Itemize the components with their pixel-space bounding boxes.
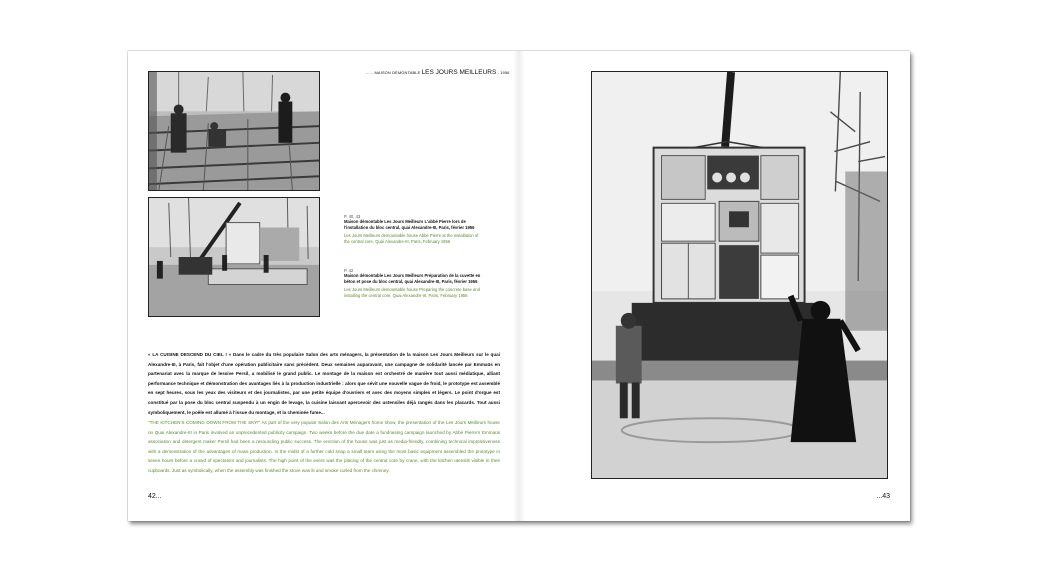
running-header-title: LES JOURS MEILLEURS — [421, 69, 497, 76]
caption-ref: P. 42 — [344, 268, 354, 273]
caption-page-42 — [344, 268, 484, 298]
body-french-text: Dans le cadre du très populaire Salon des arts ménagers, la présentation de la maison Les Jours Meilleurs sur le quai Alexandre-III, à Paris, fait l'objet d'une opération publicitaire sans précédent. Deux semaines auparavant, une campagne de solidarité lancée par Emmaüs en partenariat avec la marque de lessive Persil, a mobilisé le grand public. Le montage de la maison est orchestré de manière tout aussi médiatique, alliant performance technique et démonstration des avantages liés à la production industrielle : alors que sévit une nouvelle vague de froid, le prototype est assemblé en sept heures, sous les yeux des visiteurs et des journalistes, par une petite équipe d'ouvriers et avec des moyens simples et légers. Le point d'orgue est constitué par la pose du bloc central suspendu à un engin de levage, la cuisine laissant apercevoir des ustensiles déjà rangés dans les placards. Tout aussi symboliquement, le poêle est allumé à l'issue du montage, et la cheminée fume... — [148, 352, 501, 415]
book-spread — [128, 51, 910, 521]
page-number-left: 42... — [148, 493, 162, 500]
photo-suspended-kitchen-core — [591, 71, 888, 479]
body-english-lead: "THE KITCHEN'S COMING DOWN FROM THE SKY!" — [148, 420, 261, 425]
page-number-right: ...43 — [876, 493, 890, 500]
body-text-english — [148, 418, 500, 476]
running-header — [366, 69, 510, 76]
caption-ref: P. 40, 43 — [344, 214, 361, 219]
caption-french: Maison démontable Les Jours Meilleurs L'abbé Pierre lors de l'installation du bloc central, quai Alexandre-III, Paris, février 1956 — [344, 219, 475, 230]
left-page — [128, 51, 519, 521]
caption-french: Maison démontable Les Jours Meilleurs Préparation de la cuvette en béton et pose du bloc central, quai Alexandre-III, Paris, février 1956 — [344, 273, 481, 284]
body-english-text: As part of the very popular Salon des Arts Ménagers home show, the presentation of the Les Jours Meilleurs house on Quai Alexandre-III in Paris involved an unprecedented publicity campaign. Two weeks before the due date a fundraising campaign launched by Abbé Pierre's Emmaüs association and detergent maker Persil had been a resounding public success. The erection of the house was just as media-friendly, combining technical impressiveness with a demonstration of the advantages of mass production. In the midst of a further cold snap a small team using the most basic equipment assembled the prototype in seven hours before a crowd of spectators and journalists. The high point of the event was the placing of the central core by crane, with the kitchen utensils visible in their cupboards. Just as symbolically, when the assembly was finished the stove was lit and smoke curled from the chimney. — [148, 420, 500, 473]
running-header-prefix: ...... MAISON DÉMONTABLE — [366, 70, 421, 75]
running-header-suffix: - 1956 — [497, 70, 510, 75]
photo-workers-platform — [148, 71, 320, 191]
caption-pages-40-43 — [344, 214, 484, 244]
caption-english: Les Jours Meilleurs demountable house Preparing the concrete base and installing the central core, Quai Alexandre-III, Paris, February 1956 — [344, 287, 480, 298]
caption-english: Les Jours Meilleurs demountable house Abbé Pierre at the installation of the central core, Quai Alexandre-III, Paris, February 1956 — [344, 233, 479, 244]
photo-crane-core — [148, 197, 320, 317]
body-french-lead: « LA CUISINE DESCEND DU CIEL ! » — [148, 352, 232, 357]
body-text-french — [148, 350, 500, 417]
